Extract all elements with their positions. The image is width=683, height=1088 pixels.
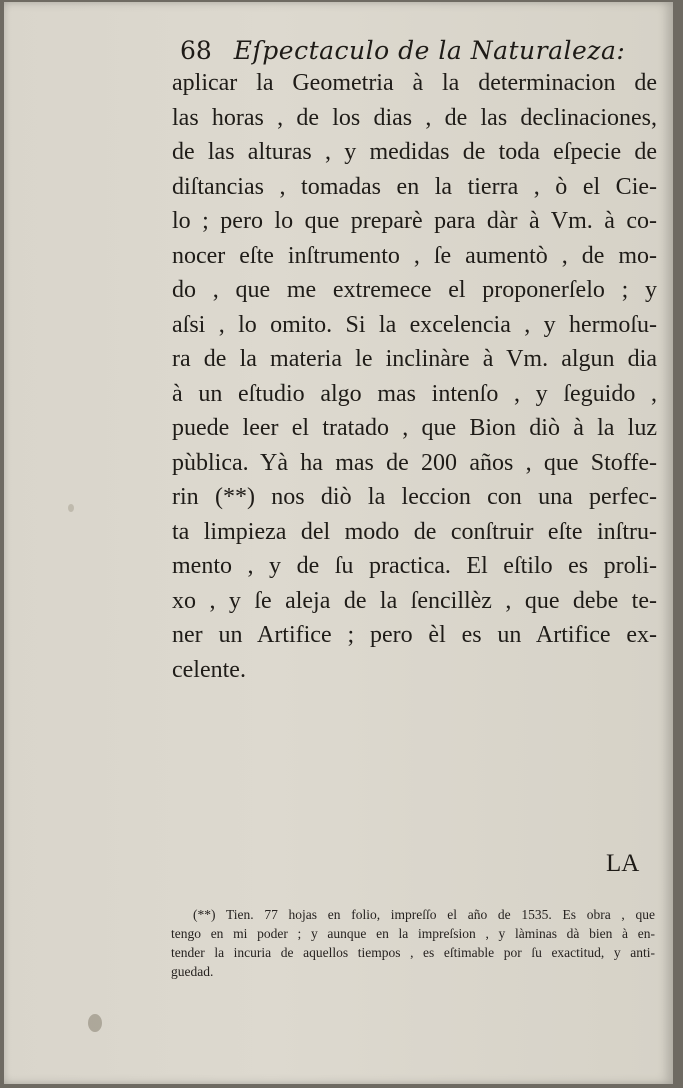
text-line: do , que me extremece el proponerſelo ; y xyxy=(172,277,657,303)
page-number: 68 xyxy=(180,36,212,65)
footnote-line: tender la incuria de aquellos tiempos , es eſtimable por ſu exactitud, y anti- xyxy=(171,945,655,960)
text-line: de las alturas , y medidas de toda eſpecie de xyxy=(172,139,657,165)
text-line: mento , y de ſu practica. El eſtilo es proli- xyxy=(172,553,657,579)
text-line: pùblica. Yà ha mas de 200 años , que Stoffe- xyxy=(172,449,657,476)
book-page xyxy=(4,2,673,1084)
running-title: Eſpectaculo de la Naturaleza: xyxy=(233,36,626,65)
text-line: diſtancias , tomadas en la tierra , ò el Cie- xyxy=(172,173,657,200)
text-line: las horas , de los dias , de las declinaciones, xyxy=(172,104,657,131)
text-line: puede leer el tratado , que Bion diò à la luz xyxy=(172,415,657,441)
text-line: ta limpieza del modo de conſtruir eſte inſtru- xyxy=(172,518,657,545)
body-text xyxy=(172,66,657,687)
page-header xyxy=(180,36,625,65)
footnote xyxy=(171,905,655,981)
text-line: xo , y ſe aleja de la ſencillèz , que debe te- xyxy=(172,587,657,614)
text-line: à un eſtudio algo mas intenſo , y ſeguido , xyxy=(172,380,657,407)
footnote-line: guedad. xyxy=(171,964,214,979)
paper-stain xyxy=(68,504,74,512)
text-line: ner un Artifice ; pero èl es un Artifice ex- xyxy=(172,622,657,648)
text-line: nocer eſte inſtrumento , ſe aumentò , de mo- xyxy=(172,242,657,269)
footnote-line: tengo en mi poder ; y aunque en la impreſsion , y làminas dà bien à en- xyxy=(171,926,655,941)
text-line: lo ; pero lo que preparè para dàr à Vm. à co- xyxy=(172,208,657,234)
text-line: celente. xyxy=(172,656,246,683)
catchword: LA xyxy=(606,850,640,877)
text-line: aplicar la Geometria à la determinacion de xyxy=(172,70,657,96)
text-line: rin (**) nos diò la leccion con una perfec- xyxy=(172,484,657,510)
text-line: aſsi , lo omito. Si la excelencia , y hermoſu- xyxy=(172,311,657,338)
paper-stain xyxy=(88,1014,102,1032)
text-line: ra de la materia le inclinàre à Vm. algun dia xyxy=(172,346,657,372)
footnote-line: (**) Tien. 77 hojas en folio, impreſſo el año de 1535. Es obra , que xyxy=(193,907,655,922)
